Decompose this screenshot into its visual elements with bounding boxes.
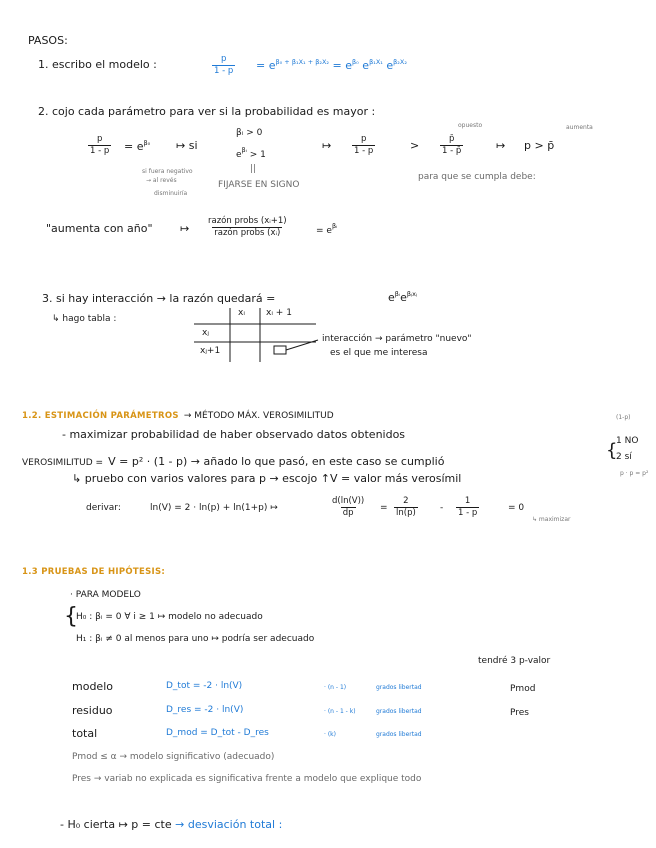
hago-tabla: ↳ hago tabla : xyxy=(52,314,117,324)
razon-eq xyxy=(316,222,337,236)
section-1-2-heading: 1.2. ESTIMACIÓN PARÁMETROS xyxy=(22,411,179,421)
deriv-num: d(ln(V)) xyxy=(332,496,365,506)
row-modelo-gl: grados libertad xyxy=(376,684,422,691)
step2-cond2-e: e xyxy=(236,150,242,160)
table-row-xj: xⱼ xyxy=(202,328,209,338)
step2-gt: > xyxy=(410,139,420,152)
step2-arrow3: ↦ xyxy=(496,139,506,152)
term2-fraction xyxy=(456,496,479,519)
row-total-df: · (k) xyxy=(324,731,336,738)
aumenta-arrow: ↦ xyxy=(180,222,190,235)
h0-cierta xyxy=(60,818,282,831)
small-pp: p · p = p² xyxy=(620,470,649,477)
small-1-p: (1-p) xyxy=(616,414,631,421)
section-1-2-rest: → MÉTODO MÁX. VEROSIMILITUD xyxy=(183,411,334,421)
deriv-minus: - xyxy=(440,503,444,513)
step2-cond2 xyxy=(236,146,266,160)
step1-frac-num: p xyxy=(220,54,227,64)
pres-note: Pres → variab no explicada es significativa frente a modelo que explique todo xyxy=(72,774,422,784)
step3-exp1: βᵢ xyxy=(394,290,401,298)
verosimilitud-line xyxy=(22,450,444,469)
step3-label: 3. si hay interacción → la razón quedará = xyxy=(42,292,276,305)
para-que-se-cumpla: para que se cumpla debe: xyxy=(418,172,536,182)
row-residuo-gl: grados libertad xyxy=(376,708,422,715)
row-modelo-df: · (n - 1) xyxy=(324,684,347,691)
verosimilitud-eq: V = p² · (1 - p) → añado lo que pasó, en este caso se cumplió xyxy=(108,455,445,468)
row-modelo-pv: Pmod xyxy=(510,684,536,694)
option-no: 1 NO xyxy=(616,436,639,446)
section-1-2 xyxy=(22,403,334,422)
row-residuo-label: residuo xyxy=(72,704,113,717)
step1-equation xyxy=(256,58,407,72)
step2-eq-exp: β₀ xyxy=(143,139,151,147)
note-aumenta: aumenta xyxy=(566,124,593,131)
step1-eq: = e xyxy=(256,59,276,72)
deriv-eq: = xyxy=(380,503,388,513)
step1-exp4: β₂X₂ xyxy=(393,58,407,66)
interaccion-note-2: es el que me interesa xyxy=(330,348,428,358)
row-modelo-formula: D_tot = -2 · ln(V) xyxy=(166,681,243,691)
note-opuesto: opuesto xyxy=(458,122,483,129)
step1-exp2: β₀ xyxy=(352,58,359,66)
step2-equals-sign: || xyxy=(250,164,257,174)
pruebo-text: ↳ pruebo con varios valores para p → escojo ↑V = valor más verosímil xyxy=(72,472,462,485)
note-negativo-2: → al revés xyxy=(146,177,177,184)
step2-cond2-rest: > 1 xyxy=(249,150,266,160)
step2-frac-num: p xyxy=(96,134,103,144)
razon-den: razón probs (xᵢ) xyxy=(214,228,281,238)
row-residuo-pv: Pres xyxy=(510,708,529,718)
step2-arrow-si: ↦ si xyxy=(176,139,198,152)
aumenta-con-ano: "aumenta con año" xyxy=(46,222,153,235)
razon-eq-exp: βᵢ xyxy=(331,222,338,230)
step2-f2-num: p xyxy=(360,134,367,144)
derivar-label: derivar: xyxy=(86,503,121,513)
step2-f2-den: 1 - p xyxy=(354,146,374,156)
term2-num: 1 xyxy=(464,496,471,506)
table-col-xi1: xᵢ + 1 xyxy=(266,308,292,318)
h0-line: H₀ : βᵢ = 0 ∀ i ≥ 1 ↦ modelo no adecuado xyxy=(76,612,263,622)
tendre-pvalor: tendré 3 p-valor xyxy=(478,656,551,666)
step3-e1: e xyxy=(388,291,395,304)
deriv-fraction xyxy=(330,496,366,519)
maximizar-text: - maximizar probabilidad de haber observado datos obtenidos xyxy=(62,428,406,441)
step2-arrow2: ↦ xyxy=(322,139,332,152)
step2-eq-e: = e xyxy=(124,140,144,153)
note-negativo-3: disminuiría xyxy=(154,190,188,197)
hypothesis-brace: { xyxy=(64,604,78,629)
row-total-gl: grados libertad xyxy=(376,731,422,738)
brace: { xyxy=(606,440,618,461)
h1-line: H₁ : βᵢ ≠ 0 al menos para uno ↦ podría ser adecuado xyxy=(76,634,315,644)
table-row-xj1: xⱼ+1 xyxy=(200,346,221,356)
step2-result: p > p̄ xyxy=(524,139,555,152)
term1-fraction xyxy=(394,496,418,519)
lnv-eq: ln(V) = 2 · ln(p) + ln(1+p) ↦ xyxy=(150,503,278,513)
row-residuo-formula: D_res = -2 · ln(V) xyxy=(166,705,244,715)
step2-fraction2 xyxy=(352,134,375,157)
term1-num: 2 xyxy=(403,496,409,506)
term2-den: 1 - p xyxy=(458,508,478,518)
fijarse-signo: FIJARSE EN SIGNO xyxy=(218,180,300,190)
step2-f3-den: 1 - p̄ xyxy=(442,146,462,156)
note-negativo-1: si fuera negativo xyxy=(142,168,193,175)
interaccion-note: interacción → parámetro "nuevo" xyxy=(322,334,472,344)
step1-exp1: β₀ + β₁X₁ + β₂X₂ xyxy=(275,58,330,66)
row-total-label: total xyxy=(72,727,98,740)
step2-f3-num: p̄ xyxy=(448,134,455,144)
step2-frac-den: 1 - p xyxy=(90,146,110,156)
step2-fraction xyxy=(88,134,111,157)
para-modelo: · PARA MODELO xyxy=(70,590,141,600)
section-1-3-heading: 1.3 PRUEBAS DE HIPÓTESIS: xyxy=(22,567,166,577)
table-col-xi: xᵢ xyxy=(238,308,245,318)
step2-eq xyxy=(124,139,150,153)
maximizar-note: ↳ maximizar xyxy=(532,516,571,523)
step2-cond2-exp: βᵢ xyxy=(241,146,247,154)
row-modelo-label: modelo xyxy=(72,680,113,693)
step1-e3: e xyxy=(362,59,370,72)
razon-fraction xyxy=(206,216,289,239)
step1-fraction xyxy=(212,54,235,77)
row-residuo-df: · (n - 1 - k) xyxy=(324,708,356,715)
step3-exp2: βⱼxⱼ xyxy=(406,290,418,298)
desviacion-total: → desviación total : xyxy=(175,818,283,831)
deriv-den: dp xyxy=(342,508,354,518)
razon-eq-e: = e xyxy=(316,226,332,236)
step1-label: 1. escribo el modelo : xyxy=(38,58,157,71)
h0-cierta-text: - H₀ cierta ↦ p = cte xyxy=(60,818,172,831)
step3-e2: e xyxy=(400,291,407,304)
step1-exp3: β₁X₁ xyxy=(369,58,383,66)
pmod-note: Pmod ≤ α → modelo significativo (adecuado) xyxy=(72,752,275,762)
pasos-heading: PASOS: xyxy=(28,34,68,47)
step1-eq2: = e xyxy=(332,59,353,72)
razon-num: razón probs (xᵢ+1) xyxy=(208,216,287,226)
step1-e4: e xyxy=(386,59,394,72)
step2-fraction3 xyxy=(440,134,463,157)
step2-cond1: βᵢ > 0 xyxy=(236,128,263,138)
step2-label: 2. cojo cada parámetro para ver si la probabilidad es mayor : xyxy=(38,105,376,118)
option-si: 2 sí xyxy=(616,452,632,462)
row-total-formula: D_mod = D_tot - D_res xyxy=(166,728,269,738)
term1-den: ln(p) xyxy=(396,508,416,518)
step3-exp xyxy=(388,290,417,304)
verosimilitud-label: VEROSIMILITUD = xyxy=(22,458,104,468)
deriv-zero: = 0 xyxy=(508,503,525,513)
step1-frac-den: 1 - p xyxy=(214,66,234,76)
